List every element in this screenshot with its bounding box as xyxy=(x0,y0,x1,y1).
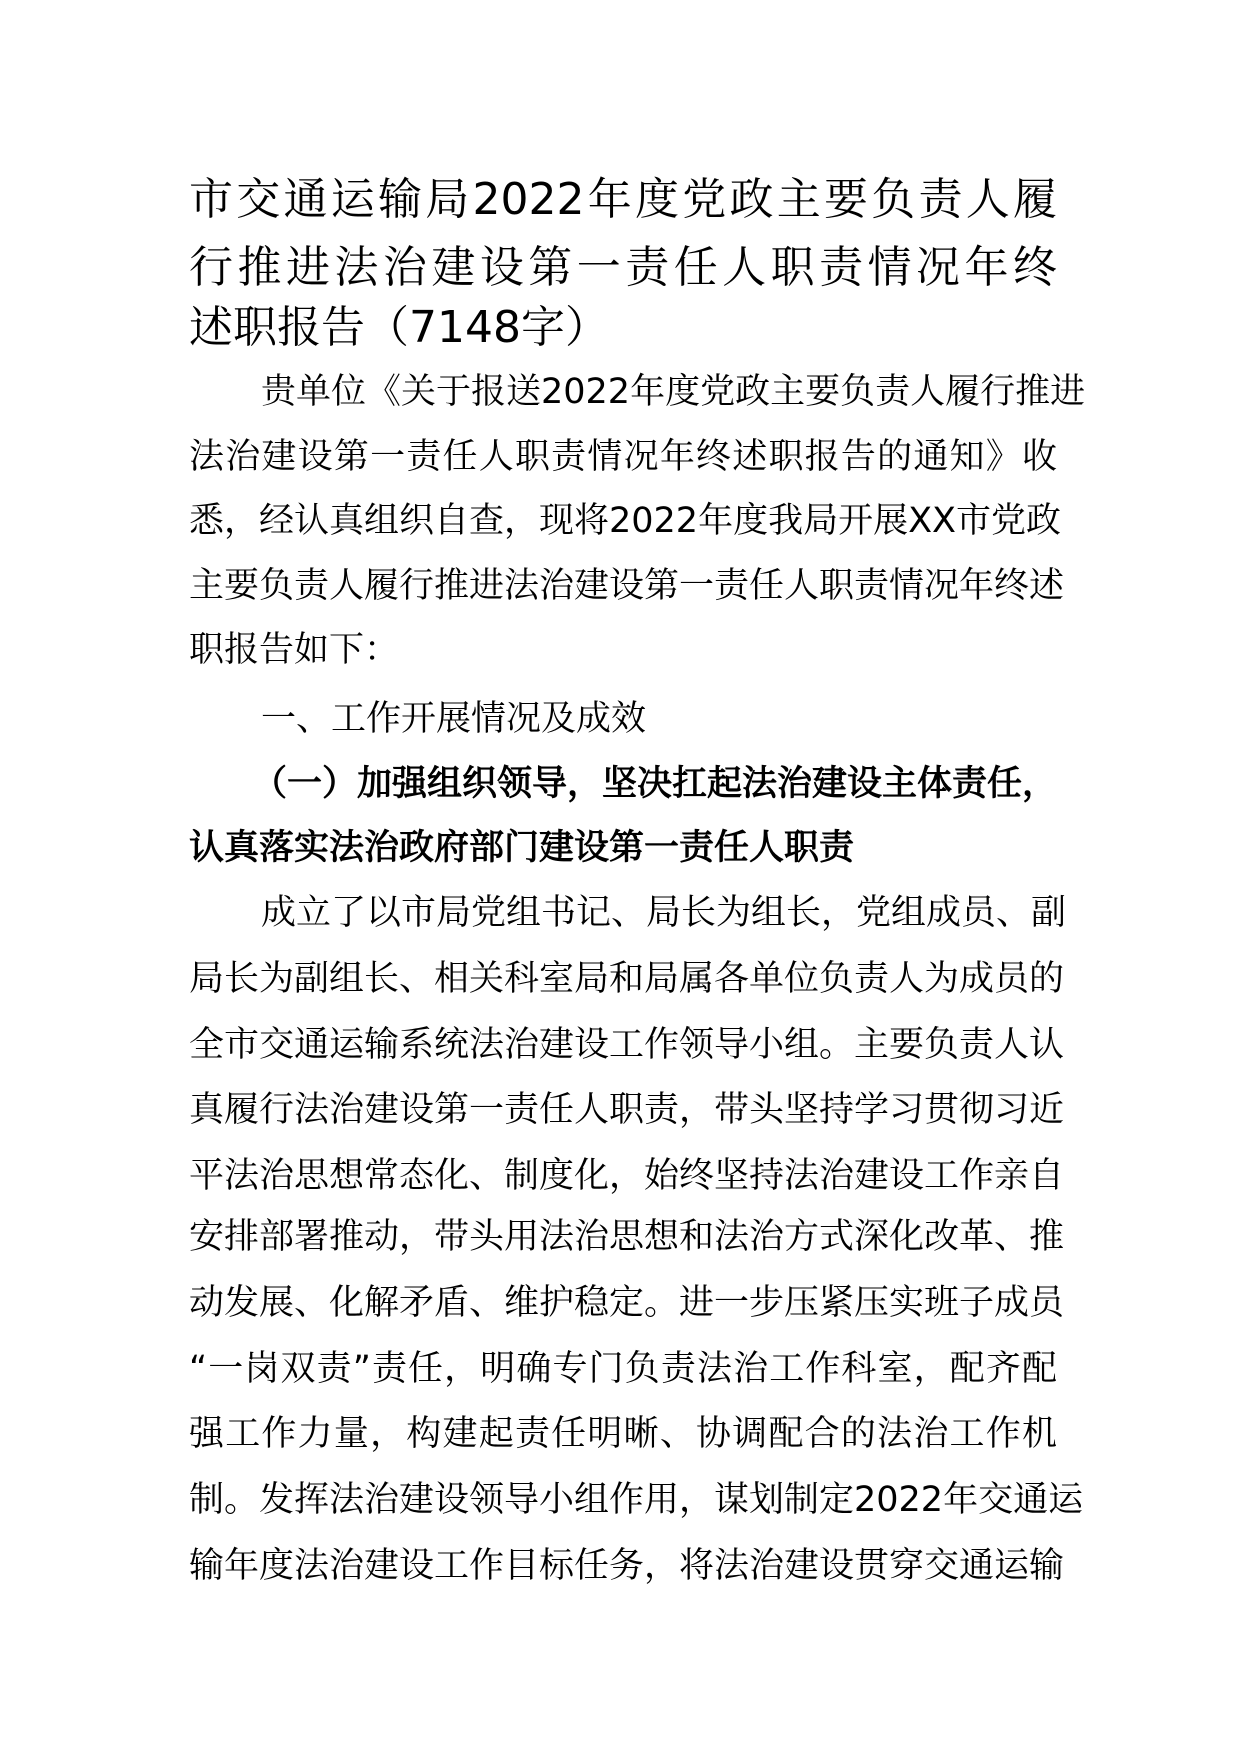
body-line: 强工作力量，构建起责任明晰、协调配合的法治工作机 xyxy=(189,1414,1057,1454)
body-line: 动发展、化解矛盾、维护稳定。进一步压紧压实班子成员 xyxy=(189,1283,1065,1323)
body-line: 全市交通运输系统法治建设工作领导小组。主要负责人认 xyxy=(189,1025,1065,1065)
subsection-heading-line: 认真落实法治政府部门建设第一责任人职责 xyxy=(189,828,855,868)
intro-line: 贵单位《关于报送2022年度党政主要负责人履行推进 xyxy=(261,372,1086,412)
body-line: 局长为副组长、相关科室局和局属各单位负责人为成员的 xyxy=(189,959,1065,999)
document-title-line: 市交通运输局2022年度党政主要负责人履 xyxy=(189,174,1057,225)
document-title-line: 行推进法治建设第一责任人职责情况年终 xyxy=(189,242,1057,293)
document-title-line: 述职报告（7148字） xyxy=(189,302,609,353)
body-line: 成立了以市局党组书记、局长为组长，党组成员、副 xyxy=(261,893,1067,933)
section-heading: 一、工作开展情况及成效 xyxy=(261,699,647,739)
intro-line: 悉，经认真组织自查，现将2022年度我局开展XX市党政 xyxy=(189,501,1062,541)
body-line: 安排部署推动，带头用法治思想和法治方式深化改革、推 xyxy=(189,1217,1065,1257)
intro-line: 主要负责人履行推进法治建设第一责任人职责情况年终述 xyxy=(189,566,1065,606)
body-line: “一岗双责”责任，明确专门负责法治工作科室，配齐配 xyxy=(189,1349,1057,1389)
body-line: 输年度法治建设工作目标任务，将法治建设贯穿交通运输 xyxy=(189,1546,1065,1586)
body-line: 平法治思想常态化、制度化，始终坚持法治建设工作亲自 xyxy=(189,1156,1065,1196)
body-line: 真履行法治建设第一责任人职责，带头坚持学习贯彻习近 xyxy=(189,1090,1065,1130)
body-line: 制。发挥法治建设领导小组作用，谋划制定2022年交通运 xyxy=(189,1480,1084,1520)
intro-line: 法治建设第一责任人职责情况年终述职报告的通知》收 xyxy=(189,437,1057,477)
intro-line: 职报告如下： xyxy=(189,630,400,670)
subsection-heading-line: （一）加强组织领导，坚决扛起法治建设主体责任， xyxy=(252,764,1058,804)
